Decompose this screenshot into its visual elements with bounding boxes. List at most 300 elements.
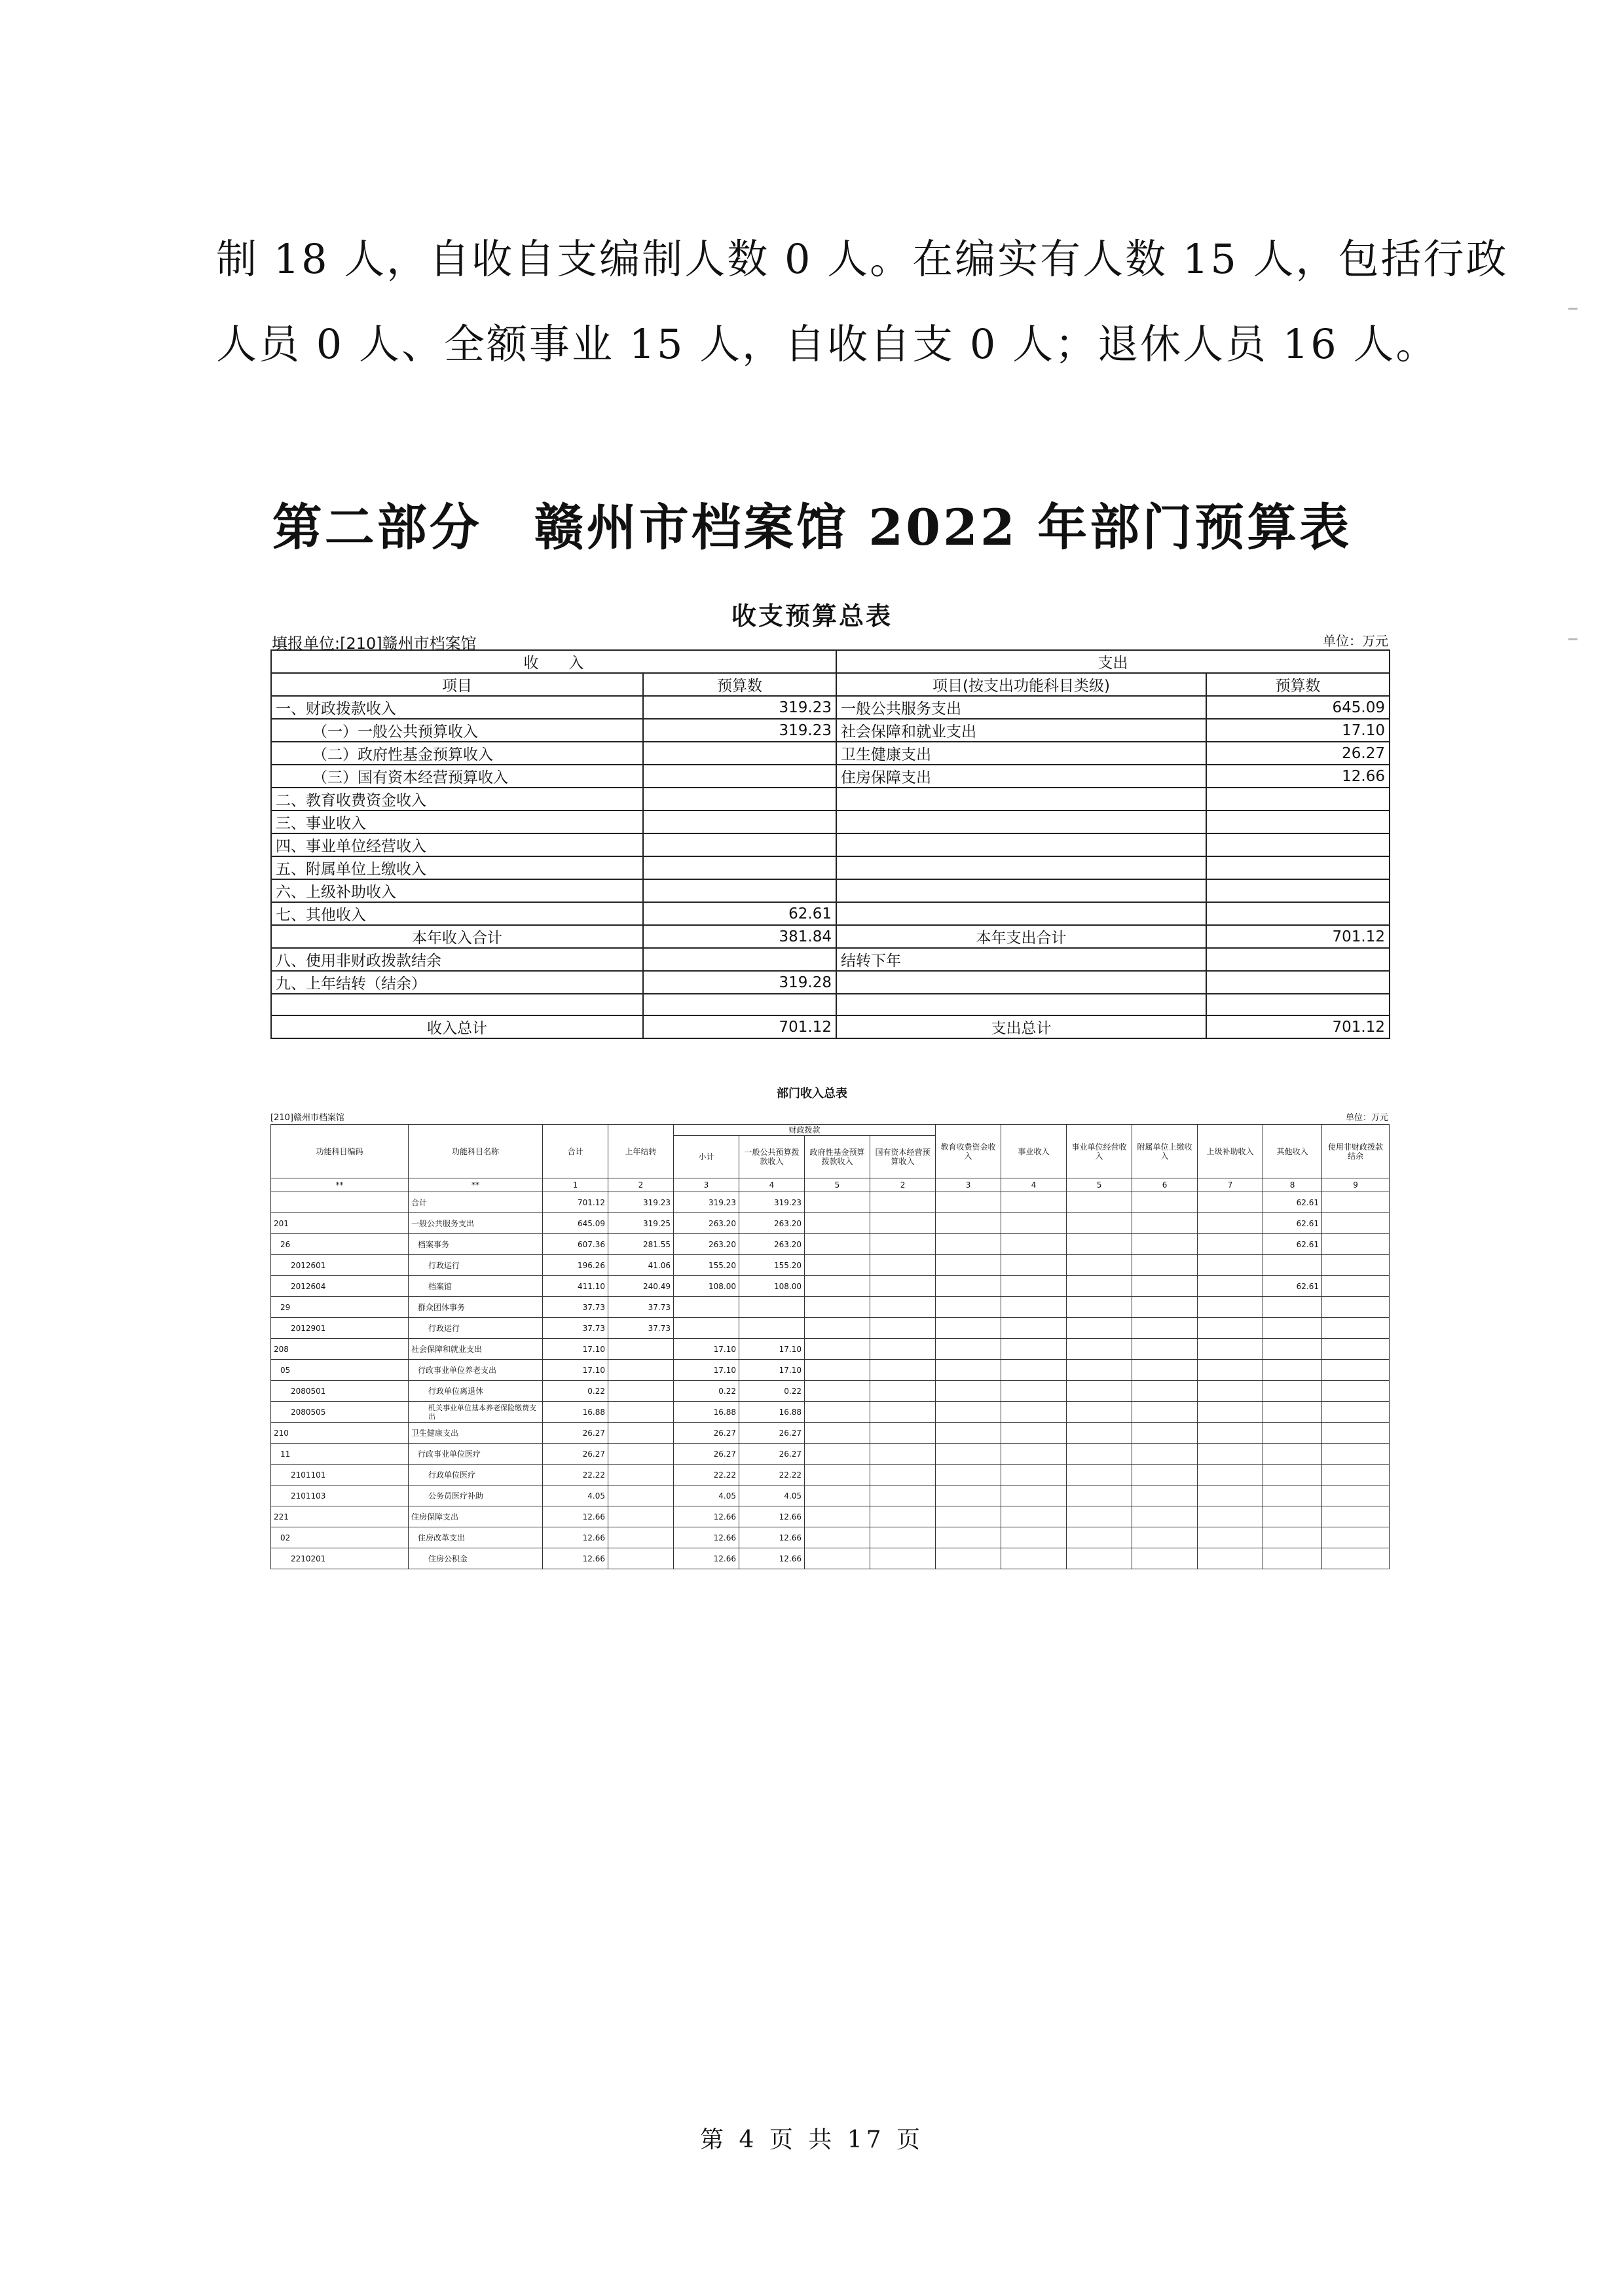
amount-cell	[1001, 1360, 1067, 1381]
col-group-fiscal: 财政拨款	[674, 1125, 936, 1136]
amount-cell	[1067, 1276, 1132, 1297]
function-name: 公务员医疗补助	[409, 1485, 543, 1506]
amount-cell	[1001, 1339, 1067, 1360]
function-code: 29	[271, 1297, 409, 1318]
amount-cell: 16.88	[674, 1402, 739, 1423]
amount-cell	[1067, 1444, 1132, 1465]
budget-row	[271, 902, 1390, 925]
amount-cell	[1322, 1485, 1390, 1506]
amount-cell	[1263, 1360, 1322, 1381]
amount-cell	[1067, 1234, 1132, 1255]
income-row	[271, 1485, 1390, 1506]
amount-cell	[1198, 1339, 1263, 1360]
amount-cell	[1001, 1234, 1067, 1255]
income-item: （三）国有资本经营预算收入	[271, 765, 643, 788]
amount-cell	[870, 1192, 936, 1213]
amount-cell: 4.05	[674, 1485, 739, 1506]
income-row	[271, 1465, 1390, 1485]
amount-cell: 108.00	[739, 1276, 805, 1297]
amount-cell	[805, 1234, 870, 1255]
amount-cell	[1132, 1255, 1198, 1276]
function-name: 社会保障和就业支出	[409, 1339, 543, 1360]
amount-cell	[1198, 1318, 1263, 1339]
amount-cell	[1132, 1423, 1198, 1444]
amount-cell	[1132, 1548, 1198, 1569]
dept-income-table	[270, 1124, 1390, 1569]
amount-cell	[1198, 1423, 1263, 1444]
amount-cell	[1322, 1527, 1390, 1548]
income-item: 七、其他收入	[271, 902, 643, 925]
amount-cell	[1198, 1381, 1263, 1402]
amount-cell	[1263, 1297, 1322, 1318]
amount-cell	[1322, 1297, 1390, 1318]
index-cell: 6	[1132, 1178, 1198, 1192]
expense-amount: 701.12	[1206, 925, 1390, 948]
amount-cell	[1001, 1506, 1067, 1527]
expense-amount	[1206, 902, 1390, 925]
amount-cell	[805, 1527, 870, 1548]
amount-cell: 22.22	[674, 1465, 739, 1485]
income-header: 收 入	[271, 650, 836, 673]
amount-cell: 26.27	[543, 1423, 608, 1444]
amount-cell	[936, 1423, 1001, 1444]
index-cell: 3	[936, 1178, 1001, 1192]
amount-cell	[1322, 1381, 1390, 1402]
amount-cell	[1263, 1402, 1322, 1423]
income-item: 三、事业收入	[271, 811, 643, 833]
income-item: 二、教育收费资金收入	[271, 788, 643, 811]
amount-cell	[936, 1444, 1001, 1465]
amount-cell	[936, 1381, 1001, 1402]
income-amount: 319.23	[643, 696, 836, 719]
amount-cell: 17.10	[739, 1360, 805, 1381]
budget-row	[271, 879, 1390, 902]
income-row	[271, 1255, 1390, 1276]
amount-cell	[1263, 1527, 1322, 1548]
amount-cell: 17.10	[543, 1339, 608, 1360]
income-amount	[643, 811, 836, 833]
function-name: 卫生健康支出	[409, 1423, 543, 1444]
function-name: 行政运行	[409, 1255, 543, 1276]
amount-cell	[870, 1444, 936, 1465]
page-footer: 第 4 页 共 17 页	[700, 2126, 924, 2153]
amount-cell	[870, 1402, 936, 1423]
amount-cell	[1001, 1381, 1067, 1402]
amount-cell	[1132, 1318, 1198, 1339]
amount-cell	[1132, 1213, 1198, 1234]
amount-cell	[739, 1318, 805, 1339]
col-operating: 事业单位经营收入	[1067, 1125, 1132, 1178]
income-row	[271, 1192, 1390, 1213]
amount-cell: 17.10	[674, 1360, 739, 1381]
function-code: 2210201	[271, 1548, 409, 1569]
amount-cell	[1198, 1297, 1263, 1318]
income-item-header: 项目	[271, 673, 643, 696]
amount-cell	[1198, 1527, 1263, 1548]
expense-amount	[1206, 811, 1390, 833]
budget-row	[271, 765, 1390, 788]
amount-cell: 41.06	[608, 1255, 674, 1276]
amount-cell: 37.73	[543, 1297, 608, 1318]
amount-cell	[1322, 1548, 1390, 1569]
function-code: 2101101	[271, 1465, 409, 1485]
amount-cell	[870, 1360, 936, 1381]
amount-cell: 319.23	[674, 1192, 739, 1213]
function-code: 05	[271, 1360, 409, 1381]
amount-cell	[1001, 1213, 1067, 1234]
amount-cell	[936, 1506, 1001, 1527]
index-cell: 4	[1001, 1178, 1067, 1192]
amount-cell	[805, 1276, 870, 1297]
amount-cell	[608, 1339, 674, 1360]
amount-cell	[1132, 1485, 1198, 1506]
amount-cell	[805, 1255, 870, 1276]
amount-cell: 12.66	[739, 1506, 805, 1527]
amount-cell	[936, 1297, 1001, 1318]
amount-cell	[1001, 1318, 1067, 1339]
amount-cell	[1001, 1402, 1067, 1423]
income-amount: 319.28	[643, 971, 836, 994]
income-amount	[643, 879, 836, 902]
amount-cell	[936, 1527, 1001, 1548]
amount-cell: 645.09	[543, 1213, 608, 1234]
income-amount: 319.23	[643, 719, 836, 742]
col-capital: 国有资本经营预算收入	[870, 1136, 936, 1178]
amount-cell	[608, 1402, 674, 1423]
amount-cell	[870, 1234, 936, 1255]
reporting-unit: 填报单位:[210]赣州市档案馆	[272, 634, 477, 653]
amount-cell: 155.20	[739, 1255, 805, 1276]
index-cell: **	[409, 1178, 543, 1192]
budget-row	[271, 833, 1390, 856]
amount-cell	[1263, 1465, 1322, 1485]
income-row	[271, 1548, 1390, 1569]
amount-cell	[870, 1255, 936, 1276]
budget-row	[271, 1015, 1390, 1038]
amount-cell	[936, 1318, 1001, 1339]
amount-cell	[1067, 1506, 1132, 1527]
col-superior: 上级补助收入	[1198, 1125, 1263, 1178]
amount-cell	[1322, 1276, 1390, 1297]
amount-cell	[1322, 1423, 1390, 1444]
function-name: 住房保障支出	[409, 1506, 543, 1527]
amount-cell	[1132, 1506, 1198, 1527]
expense-amount: 17.10	[1206, 719, 1390, 742]
budget-row	[271, 856, 1390, 879]
expense-item: 本年支出合计	[836, 925, 1206, 948]
income-amount	[643, 742, 836, 765]
amount-cell: 62.61	[1263, 1192, 1322, 1213]
income-row	[271, 1318, 1390, 1339]
amount-cell	[1132, 1444, 1198, 1465]
amount-cell	[1263, 1381, 1322, 1402]
col-affiliate: 附属单位上缴收入	[1132, 1125, 1198, 1178]
amount-cell	[1001, 1548, 1067, 1569]
amount-cell: 62.61	[1263, 1276, 1322, 1297]
expense-amount	[1206, 788, 1390, 811]
function-name: 住房公积金	[409, 1548, 543, 1569]
amount-cell: 37.73	[543, 1318, 608, 1339]
function-code: 2012901	[271, 1318, 409, 1339]
index-cell: 4	[739, 1178, 805, 1192]
amount-cell	[1322, 1444, 1390, 1465]
income-row	[271, 1276, 1390, 1297]
amount-cell: 607.36	[543, 1234, 608, 1255]
amount-cell	[805, 1360, 870, 1381]
amount-cell	[1322, 1213, 1390, 1234]
amount-cell	[870, 1423, 936, 1444]
amount-cell	[1322, 1465, 1390, 1485]
income-item: 四、事业单位经营收入	[271, 833, 643, 856]
amount-cell	[1198, 1276, 1263, 1297]
function-code: 2012601	[271, 1255, 409, 1276]
income-amount: 701.12	[643, 1015, 836, 1038]
amount-cell: 108.00	[674, 1276, 739, 1297]
budget-row	[271, 925, 1390, 948]
budget-row	[271, 788, 1390, 811]
scan-speck	[1568, 308, 1578, 310]
income-amount	[643, 833, 836, 856]
amount-cell	[936, 1255, 1001, 1276]
amount-cell	[1067, 1297, 1132, 1318]
income-row	[271, 1339, 1390, 1360]
amount-cell	[805, 1402, 870, 1423]
amount-cell	[1263, 1255, 1322, 1276]
income-item: 收入总计	[271, 1015, 643, 1038]
amount-cell	[805, 1485, 870, 1506]
amount-cell: 12.66	[543, 1548, 608, 1569]
amount-cell	[608, 1548, 674, 1569]
amount-cell	[1198, 1255, 1263, 1276]
amount-cell: 26.27	[739, 1423, 805, 1444]
function-name: 行政事业单位医疗	[409, 1444, 543, 1465]
function-name: 档案事务	[409, 1234, 543, 1255]
amount-cell	[674, 1318, 739, 1339]
amount-cell	[1132, 1297, 1198, 1318]
index-cell: 2	[870, 1178, 936, 1192]
function-name: 一般公共服务支出	[409, 1213, 543, 1234]
index-cell: 5	[1067, 1178, 1132, 1192]
amount-cell	[870, 1318, 936, 1339]
amount-cell: 155.20	[674, 1255, 739, 1276]
amount-cell: 4.05	[739, 1485, 805, 1506]
amount-cell: 12.66	[543, 1506, 608, 1527]
index-cell: 1	[543, 1178, 608, 1192]
amount-cell	[1198, 1548, 1263, 1569]
amount-cell: 26.27	[674, 1444, 739, 1465]
col-nonfiscal: 使用非财政拨款结余	[1322, 1125, 1390, 1178]
amount-cell: 12.66	[543, 1527, 608, 1548]
expense-item	[836, 971, 1206, 994]
amount-cell	[936, 1213, 1001, 1234]
col-name: 功能科目名称	[409, 1125, 543, 1178]
amount-cell	[1132, 1527, 1198, 1548]
expense-item	[836, 856, 1206, 879]
income-amount	[643, 994, 836, 1015]
amount-cell	[1132, 1276, 1198, 1297]
expense-amount	[1206, 971, 1390, 994]
income-row	[271, 1234, 1390, 1255]
amount-cell	[936, 1360, 1001, 1381]
income-item	[271, 994, 643, 1015]
income-item: 六、上级补助收入	[271, 879, 643, 902]
amount-cell	[608, 1360, 674, 1381]
income-row	[271, 1402, 1390, 1423]
amount-cell: 4.05	[543, 1485, 608, 1506]
income-item: 本年收入合计	[271, 925, 643, 948]
expense-item-header: 项目(按支出功能科目类级)	[836, 673, 1206, 696]
amount-cell	[936, 1192, 1001, 1213]
col-business: 事业收入	[1001, 1125, 1067, 1178]
function-name: 住房改革支出	[409, 1527, 543, 1548]
amount-cell: 319.23	[739, 1192, 805, 1213]
amount-cell	[1263, 1485, 1322, 1506]
function-name: 机关事业单位基本养老保险缴费支出	[409, 1402, 543, 1423]
body-paragraph-2: 人员 0 人、全额事业 15 人，自收自支 0 人；退休人员 16 人。	[216, 320, 1439, 368]
expense-item	[836, 994, 1206, 1015]
amount-cell: 16.88	[739, 1402, 805, 1423]
expense-item: 社会保障和就业支出	[836, 719, 1206, 742]
amount-cell	[1132, 1339, 1198, 1360]
amount-cell: 281.55	[608, 1234, 674, 1255]
amount-cell	[870, 1485, 936, 1506]
index-cell: 9	[1322, 1178, 1390, 1192]
expense-amount: 26.27	[1206, 742, 1390, 765]
amount-cell: 16.88	[543, 1402, 608, 1423]
amount-cell	[1322, 1255, 1390, 1276]
expense-amount	[1206, 879, 1390, 902]
amount-cell	[1198, 1465, 1263, 1485]
amount-cell	[1001, 1297, 1067, 1318]
col-general: 一般公共预算拨款收入	[739, 1136, 805, 1178]
budget-row	[271, 696, 1390, 719]
function-code: 2012604	[271, 1276, 409, 1297]
budget-row	[271, 948, 1390, 971]
function-name: 群众团体事务	[409, 1297, 543, 1318]
amount-cell	[1067, 1381, 1132, 1402]
expense-amount	[1206, 948, 1390, 971]
amount-cell: 319.25	[608, 1213, 674, 1234]
function-name: 档案馆	[409, 1276, 543, 1297]
amount-cell	[608, 1444, 674, 1465]
amount-cell	[1067, 1192, 1132, 1213]
income-amount	[643, 948, 836, 971]
amount-cell	[805, 1192, 870, 1213]
amount-cell: 26.27	[543, 1444, 608, 1465]
amount-cell	[1001, 1527, 1067, 1548]
expense-amount: 701.12	[1206, 1015, 1390, 1038]
function-name: 行政单位离退休	[409, 1381, 543, 1402]
amount-cell	[1132, 1360, 1198, 1381]
amount-cell	[1067, 1485, 1132, 1506]
amount-cell	[1067, 1339, 1132, 1360]
budget-row	[271, 811, 1390, 833]
dept-income-title: 部门收入总表	[777, 1087, 847, 1101]
unit-label: 单位：万元	[1323, 633, 1388, 649]
col-other: 其他收入	[1263, 1125, 1322, 1178]
amount-cell	[674, 1297, 739, 1318]
amount-cell: 263.20	[674, 1234, 739, 1255]
income-row	[271, 1213, 1390, 1234]
function-code: 2101103	[271, 1485, 409, 1506]
amount-cell	[870, 1465, 936, 1485]
amount-cell	[608, 1506, 674, 1527]
expense-budget-header: 预算数	[1206, 673, 1390, 696]
amount-cell	[1067, 1527, 1132, 1548]
amount-cell	[1001, 1423, 1067, 1444]
function-code: 201	[271, 1213, 409, 1234]
amount-cell	[805, 1465, 870, 1485]
expense-item	[836, 833, 1206, 856]
amount-cell	[1198, 1402, 1263, 1423]
amount-cell	[805, 1548, 870, 1569]
amount-cell: 17.10	[543, 1360, 608, 1381]
function-name: 行政事业单位养老支出	[409, 1360, 543, 1381]
amount-cell	[805, 1318, 870, 1339]
amount-cell	[805, 1381, 870, 1402]
function-name: 合计	[409, 1192, 543, 1213]
amount-cell	[936, 1339, 1001, 1360]
amount-cell	[1067, 1318, 1132, 1339]
amount-cell	[805, 1423, 870, 1444]
budget-row	[271, 719, 1390, 742]
dept-unit: [210]赣州市档案馆	[270, 1113, 344, 1123]
index-cell: 5	[805, 1178, 870, 1192]
amount-cell: 37.73	[608, 1318, 674, 1339]
amount-cell	[1067, 1213, 1132, 1234]
expense-amount	[1206, 856, 1390, 879]
amount-cell	[1263, 1548, 1322, 1569]
function-code	[271, 1192, 409, 1213]
amount-cell	[1001, 1192, 1067, 1213]
income-item: 九、上年结转（结余）	[271, 971, 643, 994]
function-code: 02	[271, 1527, 409, 1548]
function-code: 2080505	[271, 1402, 409, 1423]
amount-cell	[1001, 1255, 1067, 1276]
amount-cell: 22.22	[739, 1465, 805, 1485]
amount-cell: 0.22	[674, 1381, 739, 1402]
amount-cell	[1132, 1465, 1198, 1485]
amount-cell	[870, 1339, 936, 1360]
income-item: （二）政府性基金预算收入	[271, 742, 643, 765]
amount-cell	[1322, 1318, 1390, 1339]
index-cell: 8	[1263, 1178, 1322, 1192]
dept-unit-label: 单位：万元	[1345, 1113, 1388, 1123]
amount-cell	[1132, 1402, 1198, 1423]
budget-row	[271, 742, 1390, 765]
amount-cell: 0.22	[739, 1381, 805, 1402]
amount-cell: 26.27	[739, 1444, 805, 1465]
income-item: 一、财政拨款收入	[271, 696, 643, 719]
amount-cell	[1067, 1360, 1132, 1381]
amount-cell: 26.27	[674, 1423, 739, 1444]
amount-cell	[608, 1423, 674, 1444]
amount-cell	[1132, 1234, 1198, 1255]
amount-cell	[1067, 1423, 1132, 1444]
amount-cell	[1322, 1234, 1390, 1255]
amount-cell: 37.73	[608, 1297, 674, 1318]
amount-cell: 263.20	[674, 1213, 739, 1234]
col-fund: 政府性基金预算拨款收入	[805, 1136, 870, 1178]
amount-cell: 62.61	[1263, 1213, 1322, 1234]
amount-cell: 0.22	[543, 1381, 608, 1402]
section-title: 第二部分 赣州市档案馆 2022 年部门预算表	[272, 498, 1352, 556]
scan-speck	[1568, 638, 1578, 640]
amount-cell: 411.10	[543, 1276, 608, 1297]
col-edu: 教育收费资金收入	[936, 1125, 1001, 1178]
amount-cell	[1322, 1192, 1390, 1213]
expense-amount: 645.09	[1206, 696, 1390, 719]
